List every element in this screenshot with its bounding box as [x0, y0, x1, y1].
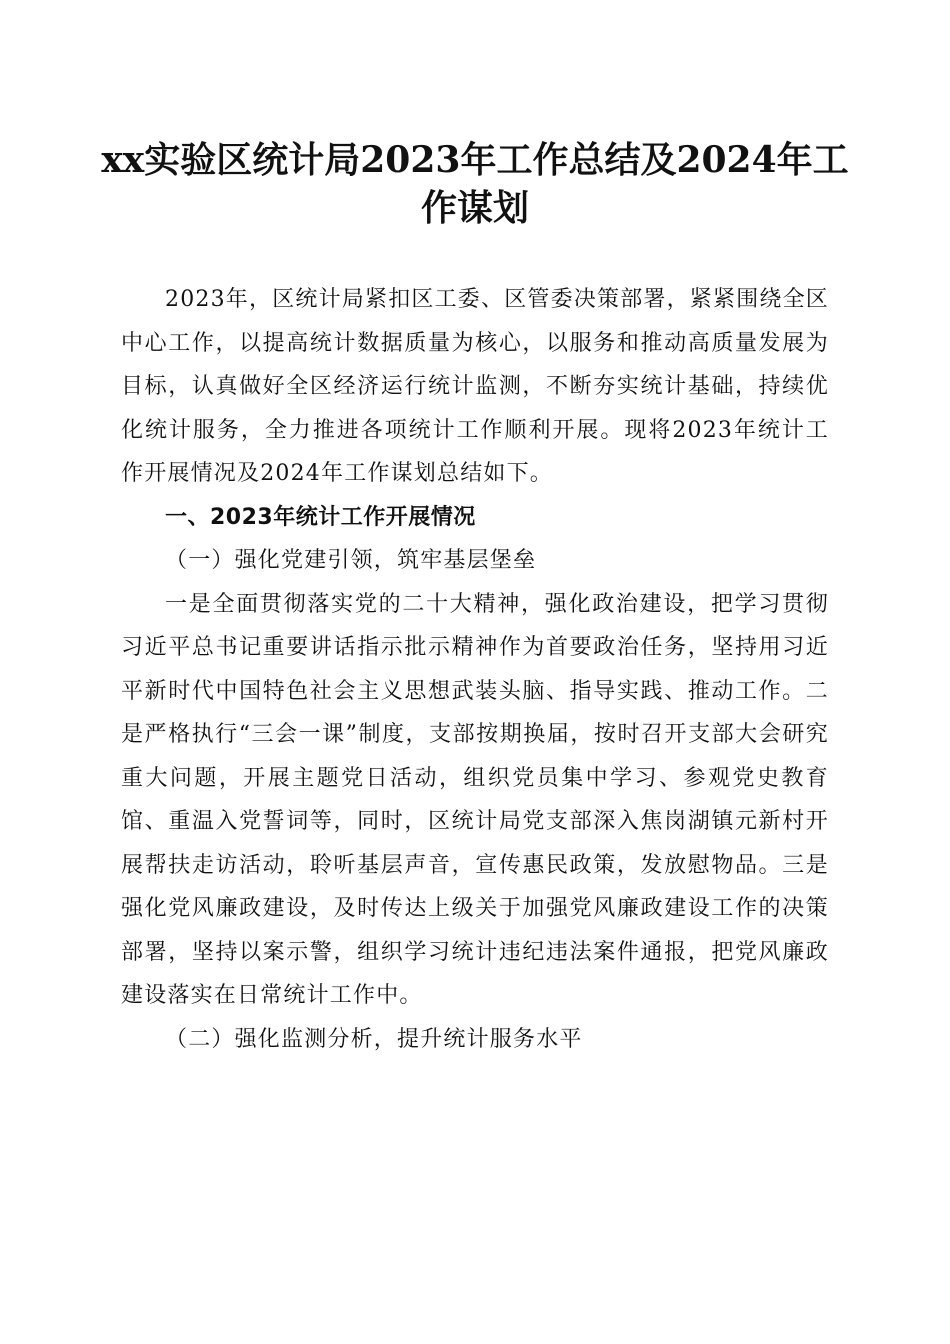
document-body: [121, 278, 829, 1061]
intro-paragraph: 2023年，区统计局紧扣区工委、区管委决策部署，紧紧围绕全区中心工作，以提高统计数据质量为核心，以服务和推动高质量发展为目标，认真做好全区经济运行统计监测，不断夯实统计基础，持续优化统计服务，全力推进各项统计工作顺利开展。现将2023年统计工作开展情况及2024年工作谋划总结如下。: [121, 287, 829, 486]
subsection-heading-2: （二）强化监测分析，提升统计服务水平: [165, 1026, 583, 1052]
document-title: xx实验区统计局2023年工作总结及2024年工作谋划: [101, 139, 849, 229]
subsection-heading-1: （一）强化党建引领，筑牢基层堡垒: [165, 548, 537, 573]
section-heading-1: 一、2023年统计工作开展情况: [165, 504, 476, 530]
subsection-1-paragraph: 一是全面贯彻落实党的二十大精神，强化政治建设，把学习贯彻习近平总书记重要讲话指示批示精神作为首要政治任务，坚持用习近平新时代中国特色社会主义思想武装头脑、指导实践、推动工作。二是严格执行“三会一课”制度，支部按期换届，按时召开支部大会研究重大问题，开展主题党日活动，组织党员集中学习、参观党史教育馆、重温入党誓词等，同时，区统计局党支部深入焦岗湖镇元新村开展帮扶走访活动，聆听基层声音，宣传惠民政策，发放慰物品。三是强化党风廉政建设，及时传达上级关于加强党风廉政建设工作的决策部署，坚持以案示警，组织学习统计违纪违法案件通报，把党风廉政建设落实在日常统计工作中。: [121, 591, 829, 1008]
